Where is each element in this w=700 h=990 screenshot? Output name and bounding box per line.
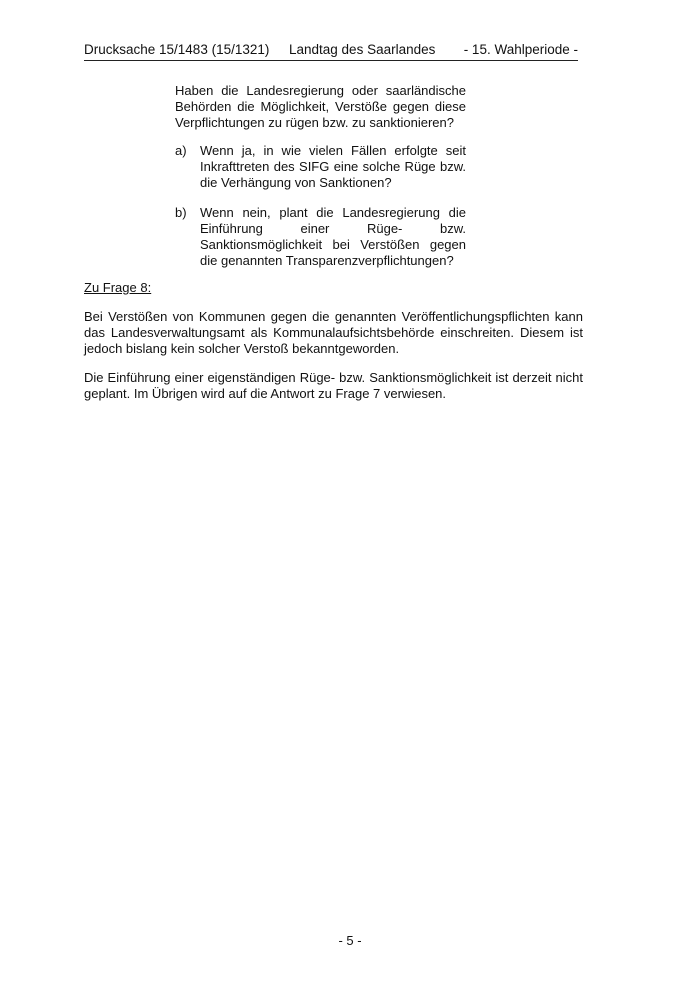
parliament-name: Landtag des Saarlandes [289, 42, 436, 57]
sub-question-b-marker: b) [175, 205, 187, 220]
page-header [84, 42, 578, 61]
sub-question-a [175, 143, 466, 191]
answer-paragraph-2: Die Einführung einer eigenständigen Rüge- bzw. Sanktionsmöglichkeit ist derzeit nicht geplant. Im Übrigen wird auf die Antwort zu Frage 7 verwiesen. [84, 370, 583, 401]
sub-question-a-marker: a) [175, 143, 187, 158]
sub-question-b [175, 205, 466, 269]
page-number: - 5 - [338, 933, 362, 948]
answer-heading: Zu Frage 8: [84, 280, 152, 295]
document-number: Drucksache 15/1483 (15/1321) [84, 42, 270, 57]
question-text: Haben die Landesregierung oder saarländische Behörden die Möglichkeit, Verstöße gegen diese Verpflichtungen zu rügen bzw. zu sanktionieren? [175, 83, 466, 130]
legislative-term: - 15. Wahlperiode - [463, 42, 578, 57]
sub-question-a-text: Wenn ja, in wie vielen Fällen erfolgte seit Inkrafttreten des SIFG eine solche Rüge bzw. die Verhängung von Sanktionen? [200, 143, 466, 190]
answer-paragraph-1: Bei Verstößen von Kommunen gegen die genannten Veröffentlichungspflichten kann das Landesverwaltungsamt als Kommunalaufsichtsbehörde einschreiten. Diesem ist jedoch bislang kein solcher Verstoß bekanntgeworden. [84, 309, 583, 356]
sub-question-b-text: Wenn nein, plant die Landesregierung die Einführung einer Rüge- bzw. Sanktionsmöglichkeit bei Verstößen gegen die genannten Transparenzverpflichtungen? [200, 205, 466, 268]
